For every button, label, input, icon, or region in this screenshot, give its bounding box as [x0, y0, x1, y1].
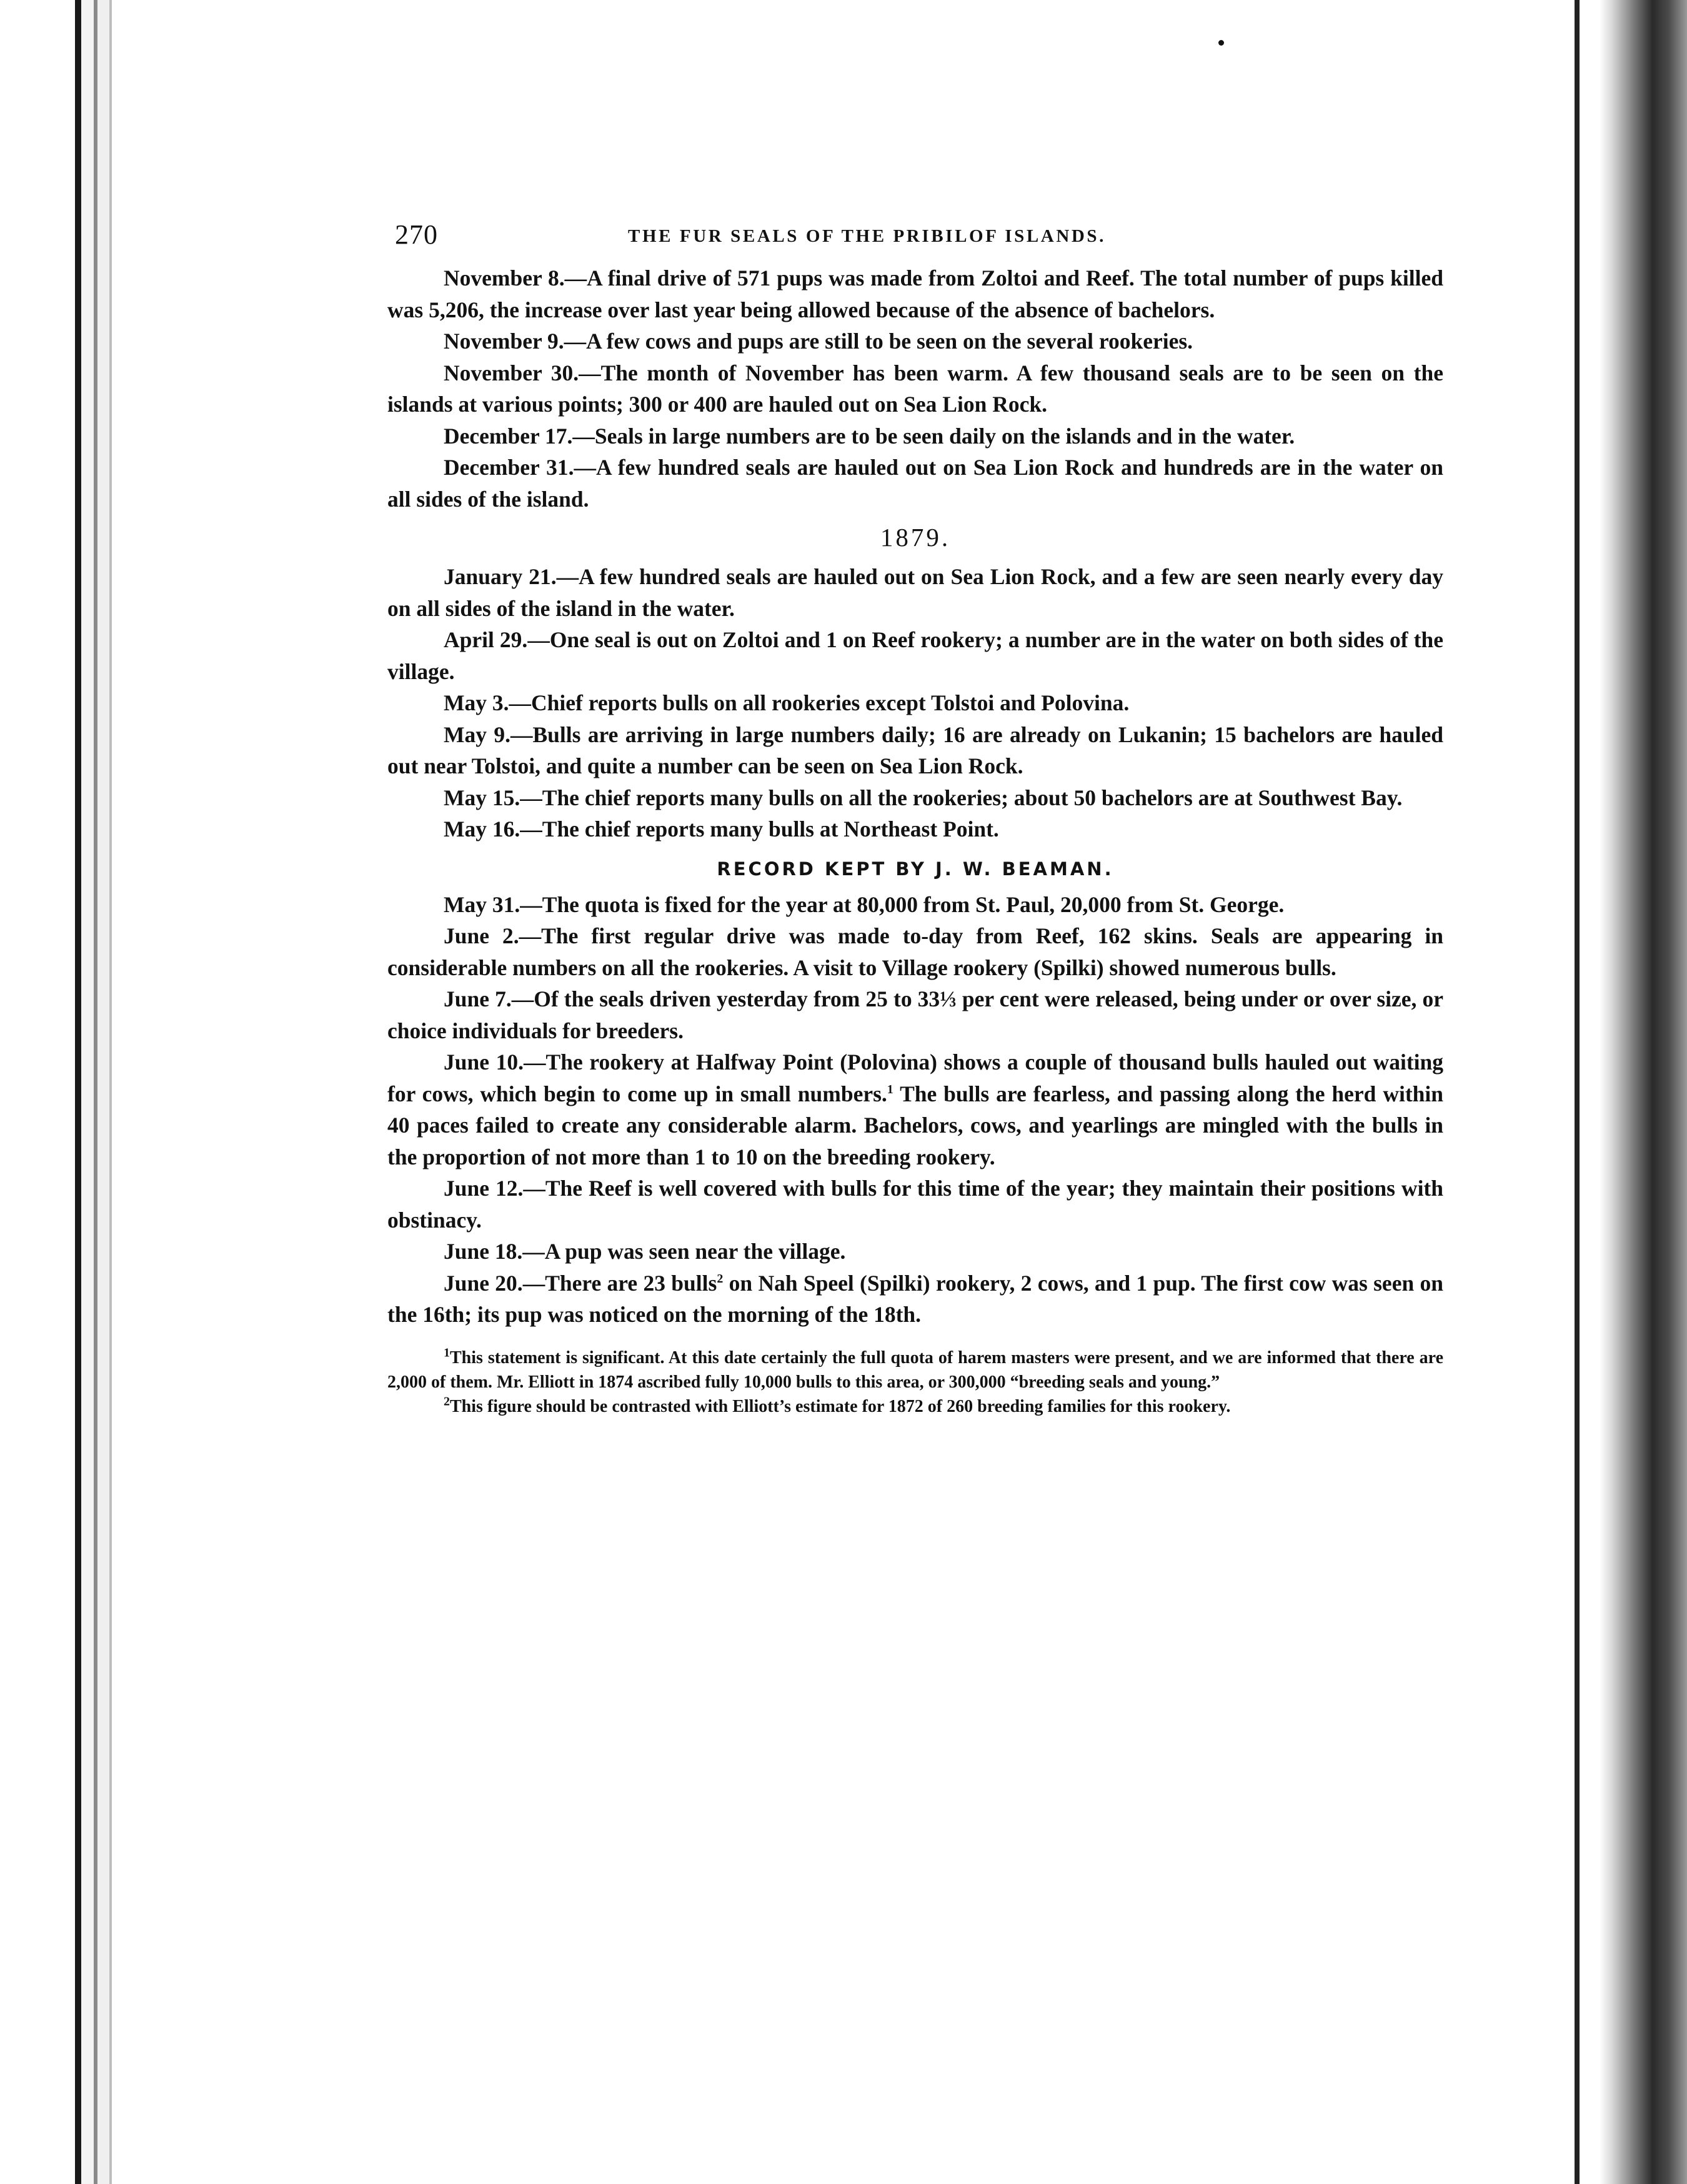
footnote-mark: 1: [444, 1346, 450, 1360]
entry-text: —The first regular drive was made to-day from Reef, 162 skins. Seals are appearing in considerable numbers on all the rookeries. A visit to Village rookery (Spilki) showed numerous bulls.: [387, 923, 1443, 980]
entry-text: —The month of November has been warm. A few thousand seals are to be seen on the islands at various points; 300 or 400 are hauled out on Sea Lion Rock.: [387, 360, 1443, 417]
entry-text: —Chief reports bulls on all rookeries except Tolstoi and Polovina.: [509, 690, 1130, 715]
entry-paragraph: [387, 1046, 1443, 1173]
entry-paragraph: [387, 452, 1443, 515]
entry-date: June 12.: [444, 1176, 524, 1201]
entry-text: —The rookery at Halfway Point (Polovina) shows a couple of thousand bulls hauled out waiting for cows, which begin to come up in small numbers.: [387, 1050, 1443, 1106]
entry-paragraph: [387, 357, 1443, 420]
entry-date: December 31.: [444, 455, 574, 480]
page-header: [387, 219, 1443, 262]
footnotes: [387, 1346, 1443, 1419]
entry-date: June 20.: [444, 1270, 523, 1296]
entry-text: The bulls are fearless, and passing along the herd within 40 paces failed to create any considerable alarm. Bachelors, cows, and yearlings are mingled with the bulls in the proportion of not more than 1 to 10 on the breeding rookery.: [387, 1081, 1443, 1169]
entry-text: —The chief reports many bulls on all the rookeries; about 50 bachelors are at Southwest Bay.: [520, 785, 1403, 810]
entry-date: December 17.: [444, 423, 573, 449]
entry-paragraph: [387, 1236, 1443, 1268]
year-heading: 1879.: [880, 523, 951, 552]
entry-date: May 9.: [444, 722, 510, 747]
entry-text: —Seals in large numbers are to be seen daily on the islands and in the water.: [572, 423, 1295, 449]
footnote-mark: 2: [444, 1394, 450, 1409]
page-number: 270: [395, 219, 438, 250]
running-title: THE FUR SEALS OF THE PRIBILOF ISLANDS.: [628, 226, 1107, 246]
entry-paragraph: [387, 624, 1443, 687]
entry-paragraph: [387, 813, 1443, 845]
entry-paragraph: [387, 719, 1443, 782]
entry-date: May 16.: [444, 817, 520, 841]
entry-paragraph: [387, 889, 1443, 921]
entry-date: June 2.: [444, 923, 519, 948]
entry-date: May 15.: [444, 785, 520, 810]
entry-text: —The quota is fixed for the year at 80,000 from St. Paul, 20,000 from St. George.: [520, 891, 1285, 917]
entry-text: —There are 23 bulls: [522, 1270, 717, 1296]
body-text: [387, 262, 1443, 1331]
entry-text: —Of the seals driven yesterday from 25 to 33⅓ per cent were released, being under or over size, or choice individuals for breeders.: [387, 986, 1443, 1043]
entry-text: —A few hundred seals are hauled out on Sea Lion Rock and hundreds are in the water on all sides of the island.: [387, 455, 1444, 512]
entry-text: —Bulls are arriving in large numbers daily; 16 are already on Lukanin; 15 bachelors are hauled out near Tolstoi, and quite a number can be seen on Sea Lion Rock.: [387, 722, 1443, 778]
entry-paragraph: [387, 325, 1443, 357]
entry-paragraph: [387, 920, 1443, 983]
entry-text: —A final drive of 571 pups was made from Zoltoi and Reef. The total number of pups killed was 5,206, the increase over last year being allowed because of the absence of bachelors.: [387, 266, 1443, 322]
ink-speck: [1218, 40, 1224, 46]
entry-date: May 3.: [444, 690, 509, 715]
entry-paragraph: [387, 782, 1443, 814]
entry-paragraph: [387, 983, 1443, 1046]
entry-date: November 8.: [444, 266, 565, 290]
entry-text: —A few hundred seals are hauled out on Sea Lion Rock, and a few are seen nearly every day on all sides of the island in the water.: [387, 564, 1443, 621]
entry-text: —The Reef is well covered with bulls for this time of the year; they maintain their positions with obstinacy.: [387, 1176, 1443, 1233]
entry-text: —A pup was seen near the village.: [522, 1239, 846, 1264]
entry-date: April 29.: [444, 627, 528, 652]
entry-paragraph: [387, 262, 1443, 325]
entry-paragraph: [387, 1268, 1443, 1331]
footnote-ref[interactable]: 1: [887, 1082, 893, 1096]
entry-paragraph: [387, 561, 1443, 624]
footnote: [387, 1346, 1443, 1394]
entry-date: May 31.: [444, 891, 520, 917]
page-left-edge-shadow: [0, 0, 144, 2184]
entry-date: January 21.: [444, 564, 557, 589]
entry-paragraph: [387, 687, 1443, 719]
book-page: [387, 219, 1443, 1419]
entry-text: on Nah Speel (Spilki) rookery, 2 cows, and 1 pup. The first cow was seen on the 16th; its pup was noticed on the morning of the 18th.: [387, 1270, 1443, 1327]
entry-date: June 18.: [444, 1239, 523, 1264]
footnote-ref[interactable]: 2: [717, 1271, 724, 1286]
entry-text: —One seal is out on Zoltoi and 1 on Reef rookery; a number are in the water on both sides of the village.: [387, 627, 1443, 684]
entry-date: November 9.: [444, 329, 564, 354]
record-heading: RECORD KEPT BY J. W. BEAMAN.: [717, 858, 1114, 880]
entry-date: June 10.: [444, 1050, 524, 1075]
entry-paragraph: [387, 1173, 1443, 1236]
page-right-edge-shadow: [1600, 0, 1687, 2184]
page-right-edge-line: [1575, 0, 1580, 2184]
entry-date: June 7.: [444, 986, 512, 1011]
footnote: [387, 1394, 1443, 1419]
entry-text: —A few cows and pups are still to be seen on the several rookeries.: [564, 329, 1193, 354]
entry-date: November 30.: [444, 360, 579, 385]
footnote-text: This statement is significant. At this date certainly the full quota of harem masters were present, and we are informed that there are 2,000 of them. Mr. Elliott in 1874 ascribed fully 10,000 bulls to this area, or 300,000 “breeding seals and young.”: [387, 1348, 1443, 1392]
entry-text: —The chief reports many bulls at Northeast Point.: [520, 817, 999, 841]
footnote-text: This figure should be contrasted with Elliott’s estimate for 1872 of 260 breeding families for this rookery.: [450, 1396, 1231, 1416]
entry-paragraph: [387, 420, 1443, 452]
